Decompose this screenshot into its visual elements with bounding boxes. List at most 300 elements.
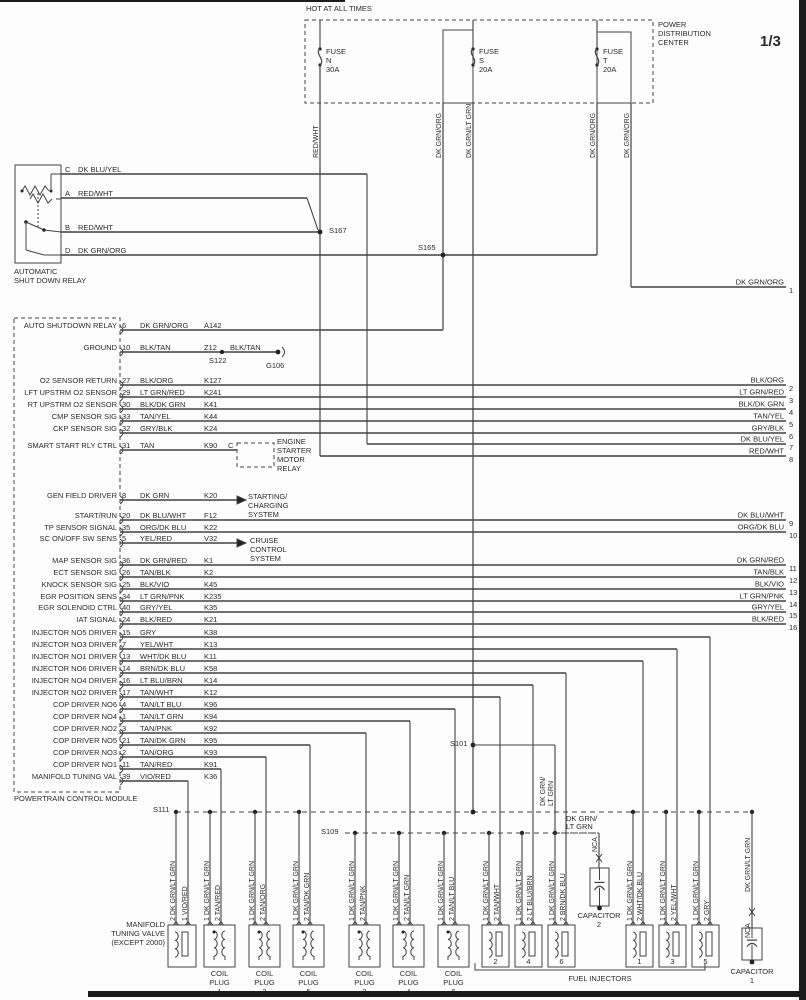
relay-pin-letter: B	[65, 223, 71, 232]
scan-edge-right	[799, 0, 806, 1000]
edge-number: 13	[789, 588, 798, 597]
ground-g106-label: G106	[266, 361, 285, 370]
wire-color-label: BRN/DK BLU	[140, 664, 186, 673]
circuit-code: V32	[204, 534, 218, 543]
coil-winding	[411, 931, 414, 956]
wire-color-label: TAN/LT GRN	[140, 712, 184, 721]
component-wire-label: DK GRN/LT GRN	[745, 837, 752, 892]
component-wire-label: 1 DK GRN/LT GRN	[349, 860, 356, 921]
fuse-id: T	[603, 56, 608, 65]
coil-winding	[311, 931, 314, 956]
circuit-code: K35	[204, 603, 218, 612]
pcm-row-label: INJECTOR NO5 DRIVER	[31, 628, 117, 637]
starter-relay-box	[237, 443, 274, 467]
wire-color-label: TAN/WHT	[140, 688, 174, 697]
coil-caption: COIL	[444, 969, 463, 978]
relay-wire-color-label: RED/WHT	[78, 223, 113, 232]
pcm-pin-number: 1	[122, 712, 127, 721]
fuse-symbol	[318, 49, 321, 65]
edge-wire-color-label: LT GRN/RED	[739, 387, 784, 397]
capacitor1-caption: CAPACITOR 1	[730, 967, 774, 985]
wire-color-label: TAN/RED	[140, 760, 173, 769]
wire	[307, 198, 318, 230]
pcm-caption: POWERTRAIN CONTROL MODULE	[14, 794, 138, 803]
coil-caption: PLUG	[398, 978, 419, 987]
component-wire-label: 1 DK GRN/LT GRN	[438, 860, 445, 921]
wire-color-label: TAN/BLK	[140, 568, 171, 577]
relay-pin-letter: C	[65, 165, 71, 174]
wire-color-label: BLK/DK GRN	[140, 400, 186, 409]
component-wire-label: 1 DK GRN/LT GRN	[549, 860, 556, 921]
splice-s111-label: S111	[153, 805, 170, 814]
component-wire-label: 2 YEL/WHT	[671, 884, 678, 921]
circuit-code: F12	[204, 511, 217, 520]
edge-wire-color-label: DK GRN/RED	[736, 555, 784, 565]
edge-wire-color-label: BLK/DK GRN	[738, 399, 784, 409]
pcm-row-label: TP SENSOR SIGNAL	[44, 523, 117, 532]
pcm-row-label: MANIFOLD TUNING VAL	[31, 772, 117, 781]
component-wire-label: 1 DK GRN/LT GRN	[293, 860, 300, 921]
wire-color-label: LT GRN/PNK	[140, 592, 185, 601]
system-arrow	[237, 496, 246, 504]
pcm-pin-number: 8	[122, 491, 127, 500]
coil-plug-box	[393, 925, 424, 967]
pcm-pin-number: 20	[122, 511, 131, 520]
edge-number: 9	[789, 519, 794, 528]
injector-number: 3	[670, 957, 675, 966]
injector-number: 1	[637, 957, 642, 966]
wire-color-label: TAN/LT BLU	[140, 700, 182, 709]
edge-wire-color-label: ORG/DK BLU	[737, 522, 784, 532]
injector-number: 6	[559, 957, 564, 966]
pcm-row-label: INJECTOR NO3 DRIVER	[31, 640, 117, 649]
circuit-code: K241	[204, 388, 222, 397]
hot-at-all-times-label: HOT AT ALL TIMES	[306, 4, 372, 13]
relay-pin-letter: D	[65, 246, 71, 255]
relay-wire-color-label: DK GRN/ORG	[78, 246, 127, 255]
component-wire-label: 2 TAN/PNK	[360, 885, 367, 921]
feed-wire-color-label: DK GRN/ORG	[436, 112, 443, 158]
pcm-pin-number: 15	[122, 628, 131, 637]
circuit-code: K45	[204, 580, 218, 589]
wire-color-label: BLK/TAN	[140, 343, 171, 352]
pcm-row-label: COP DRIVER NO4	[52, 712, 117, 721]
component-wire-label: 1 DK GRN/LT GRN	[483, 860, 490, 921]
wire-color-label: TAN/ORG	[140, 748, 174, 757]
edge-number: 10	[789, 531, 798, 540]
pcm-row-label: COP DRIVER NO2	[52, 724, 117, 733]
pcm-pin-number: 30	[122, 400, 131, 409]
fuse-name: FUSE	[326, 47, 347, 56]
edge-wire-color-label: RED/WHT	[749, 446, 784, 456]
edge-number: 5	[789, 420, 794, 429]
wire-color-label: GRY/YEL	[140, 603, 173, 612]
circuit-code: K38	[204, 628, 218, 637]
coil-node	[213, 931, 216, 934]
pcm-pin-number: 10	[122, 343, 131, 352]
coil-winding	[456, 931, 459, 956]
component-wire-label: 2 TAN/ORG	[260, 883, 267, 921]
wire-color-label: BLK/TAN	[230, 343, 261, 352]
coil-plug-box	[293, 925, 324, 967]
feed-wire-color-label: DK GRN/LT GRN	[466, 103, 473, 158]
edge-number: 11	[789, 564, 797, 573]
edge-number: 2	[789, 384, 794, 393]
pcm-row-label: LFT UPSTRM O2 SENSOR	[24, 388, 117, 397]
component-wire-label: 1 DK GRN/LT GRN	[249, 860, 256, 921]
coil-node	[358, 931, 361, 934]
coil-caption: PLUG	[254, 978, 275, 987]
coil-winding	[367, 931, 370, 956]
solenoid-winding	[175, 932, 178, 957]
circuit-code: K12	[204, 688, 218, 697]
bus-feed-dot	[471, 810, 476, 815]
wire-color-label: VIO/RED	[140, 772, 171, 781]
coil-plug-box	[249, 925, 280, 967]
solenoid-core	[562, 932, 568, 956]
solenoid-core	[529, 932, 535, 956]
circuit-code: K21	[204, 615, 218, 624]
relay-switch-lever	[26, 222, 44, 230]
coil-node	[302, 931, 305, 934]
solenoid-core	[640, 932, 646, 956]
pcm-pin-number: 16	[122, 676, 131, 685]
wire-color-label: ORG/DK BLU	[140, 523, 187, 532]
pcm-row-label: CKP SENSOR SIG	[52, 424, 117, 433]
asd-relay-caption: AUTOMATIC SHUT DOWN RELAY	[14, 267, 87, 285]
wire-color-label: BLK/RED	[140, 615, 173, 624]
feed-wire-color-label: DK GRN/ORG	[590, 112, 597, 158]
wire-color-label: GRY/BLK	[140, 424, 173, 433]
component-wire-label: 1 DK GRN/LT GRN	[627, 860, 634, 921]
coil-caption: COIL	[299, 969, 318, 978]
coil-winding	[222, 931, 225, 956]
circuit-code: K93	[204, 748, 218, 757]
splice-s109-label: S109	[321, 827, 339, 836]
component-wire-label: 2 TAN/LT BLU	[449, 876, 456, 921]
coil-winding	[214, 931, 217, 956]
coil-node	[258, 931, 261, 934]
pcm-pin-number: 27	[122, 376, 131, 385]
pcm-pin-number: 39	[122, 772, 131, 781]
circuit-code: A142	[204, 321, 222, 330]
edge-wire-color-label: TAN/YEL	[753, 411, 784, 421]
circuit-code: K95	[204, 736, 218, 745]
coil-caption: COIL	[210, 969, 229, 978]
solenoid-winding	[555, 932, 558, 957]
wire-color-label: DK BLU/WHT	[140, 511, 187, 520]
solenoid-winding	[522, 932, 525, 957]
edge-number: 6	[789, 432, 794, 441]
edge-wire-color-label: BLK/RED	[751, 614, 784, 624]
circuit-code: K91	[204, 760, 218, 769]
fuse-id: S	[479, 56, 485, 65]
pcm-pin-number: 26	[122, 568, 131, 577]
wire-color-label: BLK/ORG	[140, 376, 174, 385]
pcm-row-label: COP DRIVER NO6	[52, 700, 117, 709]
wire-color-label: BLK/VIO	[140, 580, 170, 589]
coil-caption: COIL	[355, 969, 374, 978]
pcm-pin-number: 36	[122, 556, 131, 565]
pcm-pin-number: 7	[122, 640, 127, 649]
solenoid-winding	[666, 932, 669, 957]
coil-caption: PLUG	[354, 978, 375, 987]
wire-color-label: DK GRN/	[540, 776, 547, 806]
pcm-row-label: RT UPSTRM O2 SENSOR	[27, 400, 117, 409]
component-wire-label: 1 DK GRN/LT GRN	[204, 860, 211, 921]
wire	[26, 250, 44, 255]
pcm-pin-number: 5	[122, 534, 127, 543]
capacitor-terminal-dot	[750, 960, 755, 965]
circuit-code: K11	[204, 652, 217, 661]
pcm-row-label: COP DRIVER NO1	[52, 760, 117, 769]
wire-color-label: YEL/RED	[140, 534, 173, 543]
coil-winding	[303, 931, 306, 956]
sheet-number: 1/3	[760, 33, 781, 50]
splice-s122-dot	[220, 350, 224, 354]
fuse-name: FUSE	[479, 47, 500, 56]
pcm-row-label: GROUND	[83, 343, 117, 352]
starter-relay-caption: ENGINE STARTER MOTOR RELAY	[277, 437, 312, 473]
circuit-code: K44	[204, 412, 218, 421]
wire-color-label: GRY	[140, 628, 157, 637]
edge-number: 3	[789, 396, 794, 405]
component-wire-label: 2 LT BLU/BRN	[527, 875, 534, 921]
pcm-row-label: IAT SIGNAL	[76, 615, 117, 624]
edge-wire-color-label: GRY/YEL	[751, 602, 784, 612]
circuit-code: K1	[204, 556, 214, 565]
edge-number: 7	[789, 443, 794, 452]
pcm-pin-number: 32	[122, 424, 131, 433]
circuit-code: K58	[204, 664, 218, 673]
edge-wire-color-label: BLK/ORG	[750, 375, 784, 385]
pcm-pin-number: 34	[122, 592, 131, 601]
scan-edge-bottom	[88, 991, 799, 997]
cap2-feed-wire-label: DK GRN/ LT GRN	[566, 814, 598, 831]
pdc-label: POWER DISTRIBUTION CENTER	[658, 20, 711, 47]
capacitor-terminal-dot	[597, 906, 602, 911]
circuit-code: K94	[204, 712, 218, 721]
wire-color-label: LT GRN	[548, 780, 555, 806]
splice-s165-label: S165	[418, 243, 436, 252]
coil-caption: COIL	[255, 969, 274, 978]
wire-color-label: DK GRN/ORG	[140, 321, 189, 330]
coil-plug-box	[438, 925, 469, 967]
circuit-code: K20	[204, 491, 218, 500]
fuse-name: FUSE	[603, 47, 624, 56]
ground-g106-dot	[276, 350, 281, 355]
pcm-pin-number: 24	[122, 615, 131, 624]
pcm-row-label: INJECTOR NO2 DRIVER	[31, 688, 117, 697]
pcm-row-label: SMART START RLY CTRL	[27, 441, 117, 450]
edge-wire-color-label: TAN/BLK	[753, 567, 784, 577]
coil-caption: PLUG	[443, 978, 464, 987]
pcm-row-label: KNOCK SENSOR SIG	[41, 580, 117, 589]
circuit-code: K90	[204, 441, 218, 450]
relay-pin-letter: C	[228, 441, 234, 450]
injector-number: 4	[526, 957, 531, 966]
coil-caption: PLUG	[298, 978, 319, 987]
nca-label: NCA	[745, 923, 752, 938]
wire-color-label: TAN	[140, 441, 155, 450]
coil-winding	[448, 931, 451, 956]
coil-winding	[267, 931, 270, 956]
component-wire-label: 2 TAN/RED	[215, 885, 222, 921]
circuit-code: K41	[204, 400, 218, 409]
circuit-code: K14	[204, 676, 218, 685]
wire-color-label: TAN/DK GRN	[140, 736, 186, 745]
pcm-row-label: ECT SENSOR SIG	[53, 568, 117, 577]
circuit-code: K22	[204, 523, 218, 532]
pcm-pin-number: 31	[122, 441, 131, 450]
relay-coil-zigzag	[30, 194, 52, 203]
pcm-row-label: MAP SENSOR SIG	[52, 556, 117, 565]
edge-wire-color-label: BLK/VIO	[754, 579, 784, 589]
injector-number: 5	[703, 957, 708, 966]
wire-color-label: YEL/WHT	[140, 640, 174, 649]
fuse-amps: 20A	[479, 65, 493, 74]
starting-charging-label: STARTING/ CHARGING SYSTEM	[248, 492, 289, 519]
mtv-caption: MANIFOLD TUNING VALVE (EXCEPT 2000)	[111, 920, 165, 947]
solenoid-winding	[699, 932, 702, 957]
pcm-pin-number: 4	[122, 700, 127, 709]
relay-pin-letter: A	[65, 189, 71, 198]
circuit-code: Z12	[204, 343, 217, 352]
coil-winding	[403, 931, 406, 956]
component-wire-label: 1 DK GRN/LT GRN	[693, 860, 700, 921]
component-wire-label: 1 DK GRN/LT GRN	[393, 860, 400, 921]
solenoid-core	[673, 932, 679, 956]
wire-color-label: TAN/PNK	[140, 724, 172, 733]
injector-number: 2	[493, 957, 498, 966]
edge-number: 12	[789, 576, 798, 585]
wire-color-label: LT BLU/BRN	[140, 676, 183, 685]
circuit-code: K235	[204, 592, 222, 601]
circuit-code: K2	[204, 568, 214, 577]
coil-winding	[259, 931, 262, 956]
pcm-row-label: INJECTOR NO4 DRIVER	[31, 676, 117, 685]
pcm-pin-number: 3	[122, 724, 127, 733]
solenoid-winding	[633, 932, 636, 957]
fuel-injectors-caption: FUEL INJECTORS	[568, 974, 632, 983]
pcm-pin-number: 35	[122, 523, 131, 532]
edge-number: 1	[789, 286, 794, 295]
pcm-pin-number: 13	[122, 652, 131, 661]
fuse-amps: 30A	[326, 65, 340, 74]
pcm-row-label: COP DRIVER NO5	[52, 736, 117, 745]
component-wire-label: 2 TAN/WHT	[494, 883, 501, 921]
pcm-pin-number: 29	[122, 388, 131, 397]
circuit-code: K92	[204, 724, 218, 733]
edge-wire-color-label: LT GRN/PNK	[739, 591, 784, 601]
relay-node	[21, 190, 24, 193]
edge-number: 4	[789, 408, 794, 417]
pcm-row-label: SC ON/OFF SW SENS	[39, 534, 117, 543]
component-wire-label: 2 TAN/LT GRN	[404, 874, 411, 921]
pcm-pin-number: 25	[122, 580, 131, 589]
splice-s122-label: S122	[209, 356, 227, 365]
pcm-row-label: COP DRIVER NO3	[52, 748, 117, 757]
component-wire-label: 1 DK GRN/LT GRN	[516, 860, 523, 921]
component-wire-label: 2 DK GRN/LT GRN	[170, 860, 177, 921]
solenoid-core	[182, 932, 188, 956]
cruise-control-label: CRUISE CONTROL SYSTEM	[250, 536, 287, 563]
solenoid-core	[496, 932, 502, 956]
circuit-code: K96	[204, 700, 218, 709]
pcm-row-label: INJECTOR NO6 DRIVER	[31, 664, 117, 673]
wire-color-label: DK GRN	[140, 491, 170, 500]
wire-color-label: LT GRN/RED	[140, 388, 185, 397]
splice-s167-label: S167	[329, 226, 347, 235]
pcm-pin-number: 11	[122, 760, 130, 769]
fuse-id: N	[326, 56, 332, 65]
circuit-code: K127	[204, 376, 222, 385]
component-wire-label: 1 VIO/RED	[182, 886, 189, 921]
pcm-pin-number: 33	[122, 412, 131, 421]
feed-wire-color-label: DK GRN/ORG	[624, 112, 631, 158]
coil-plug-box	[204, 925, 235, 967]
wire-color-label: WHT/DK BLU	[140, 652, 187, 661]
edge-wire-color-label: GRY/BLK	[751, 423, 784, 433]
splice-s165-dot	[441, 253, 446, 258]
fuse-amps: 20A	[603, 65, 617, 74]
system-arrow	[237, 539, 246, 547]
pcm-row-label: AUTO SHUTDOWN RELAY	[23, 321, 117, 330]
edge-number: 15	[789, 611, 798, 620]
splice-s101-label: S101	[450, 739, 468, 748]
edge-wire-color-label: DK BLU/YEL	[740, 434, 784, 444]
wire-color-label: DK GRN/RED	[140, 556, 188, 565]
pcm-pin-number: 40	[122, 603, 131, 612]
pcm-row-label: START/RUN	[74, 511, 117, 520]
wire-color-label: TAN/YEL	[140, 412, 171, 421]
component-wire-label: 2 GRY	[704, 900, 711, 921]
coil-plug-box	[349, 925, 380, 967]
edge-number: 8	[789, 455, 794, 464]
scan-edge-top	[0, 0, 345, 2]
solenoid-winding	[489, 932, 492, 957]
pcm-row-label: EGR SOLENOID CTRL	[38, 603, 117, 612]
coil-winding	[359, 931, 362, 956]
relay-coil-zigzag	[22, 186, 49, 195]
ground-symbol	[282, 347, 285, 357]
pcm-row-label: INJECTOR NO1 DRIVER	[31, 652, 117, 661]
edge-number: 14	[789, 600, 798, 609]
capacitor2-caption: CAPACITOR 2	[577, 911, 621, 929]
solenoid-core	[706, 932, 712, 956]
pcm-row-label: O2 SENSOR RETURN	[39, 376, 117, 385]
component-wire-label: 2 BRN/DK BLU	[560, 873, 567, 921]
component-wire-label: 2 TAN/DK GRN	[304, 872, 311, 921]
coil-node	[447, 931, 450, 934]
pcm-row-label: GEN FIELD DRIVER	[46, 491, 117, 500]
edge-wire-color-label: DK GRN/ORG	[735, 277, 784, 287]
edge-number: 16	[789, 623, 798, 632]
pcm-row-label: CMP SENSOR SIG	[51, 412, 117, 421]
pcm-row-label: EGR POSITION SENS	[40, 592, 117, 601]
pcm-pin-number: 14	[122, 664, 131, 673]
pcm-pin-number: 2	[122, 748, 127, 757]
wire	[44, 230, 61, 232]
pcm-pin-number: 6	[122, 321, 127, 330]
coil-node	[402, 931, 405, 934]
edge-wire-color-label: DK BLU/WHT	[737, 510, 784, 520]
pcm-pin-number: 17	[122, 688, 131, 697]
nca-label: NCA	[592, 837, 599, 852]
component-wire-label: 1 DK GRN/LT GRN	[660, 860, 667, 921]
coil-caption: PLUG	[209, 978, 230, 987]
splice-s167-dot	[318, 230, 323, 235]
